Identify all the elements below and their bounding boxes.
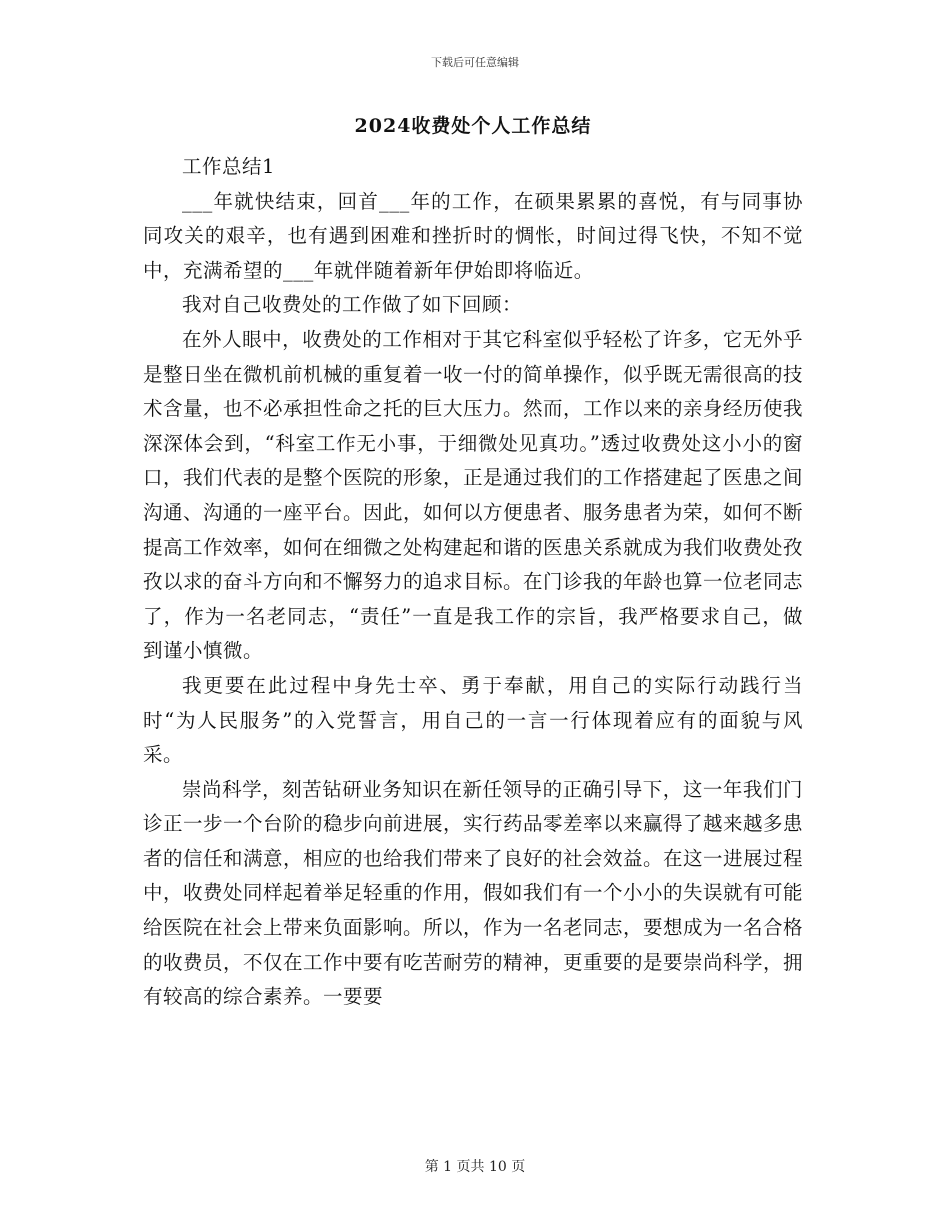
- paragraph: 我更要在此过程中身先士卒、勇于奉献，用自己的实际行动践行当时“为人民服务”的入党誓言，用自己的一言一行体现着应有的面貌与风采。: [143, 673, 803, 767]
- paragraph: 崇尚科学，刻苦钻研业务知识在新任领导的正确引导下，这一年我们门诊正一步一个台阶的稳步向前进展，实行药品零差率以来赢得了越来越多患者的信任和满意，相应的也给我们带来了良好的社会效益。在这一进展过程中，收费处同样起着举足轻重的作用，假如我们有一个小小的失误就有可能给医院在社会上带来负面影响。所以，作为一名老同志，要想成为一名合格的收费员，不仅在工作中要有吃苦耐劳的精神，更重要的是要崇尚科学，拥有较高的综合素养。一要要: [143, 777, 804, 1009]
- document-body: [143, 110, 803, 1015]
- section-heading: 工作总结1: [182, 155, 275, 178]
- page-header-note: 下载后可任意编辑: [431, 56, 519, 69]
- paragraph: 我对自己收费处的工作做了如下回顾：: [182, 293, 523, 317]
- paragraph: ___年就快结束，回首___年的工作，在硕果累累的喜悦，有与同事协同攻关的艰辛，也有遇到困难和挫折时的惆怅，时间过得飞快，不知不觉中，充满希望的___年就伴随着新年伊始即将临近。: [143, 189, 803, 282]
- paragraph: 在外人眼中，收费处的工作相对于其它科室似乎轻松了许多，它无外乎是整日坐在微机前机械的重复着一收一付的简单操作，似乎既无需很高的技术含量，也不必承担性命之托的巨大压力。然而，工作以来的亲身经历使我深深体会到，“科室工作无小事，于细微处见真功。”透过收费处这小小的窗口，我们代表的是整个医院的形象，正是通过我们的工作搭建起了医患之间沟通、沟通的一座平台。因此，如何以方便患者、服务患者为荣，如何不断提高工作效率，如何在细微之处构建起和谐的医患关系就成为我们收费处孜孜以求的奋斗方向和不懈努力的追求目标。在门诊我的年龄也算一位老同志了，作为一名老同志，“责任”一直是我工作的宗旨，我严格要求自己，做到谨小慎微。: [143, 327, 804, 663]
- document-title: 2024收费处个人工作总结: [354, 115, 592, 137]
- page-number: 第 1 页共 10 页: [424, 1159, 526, 1175]
